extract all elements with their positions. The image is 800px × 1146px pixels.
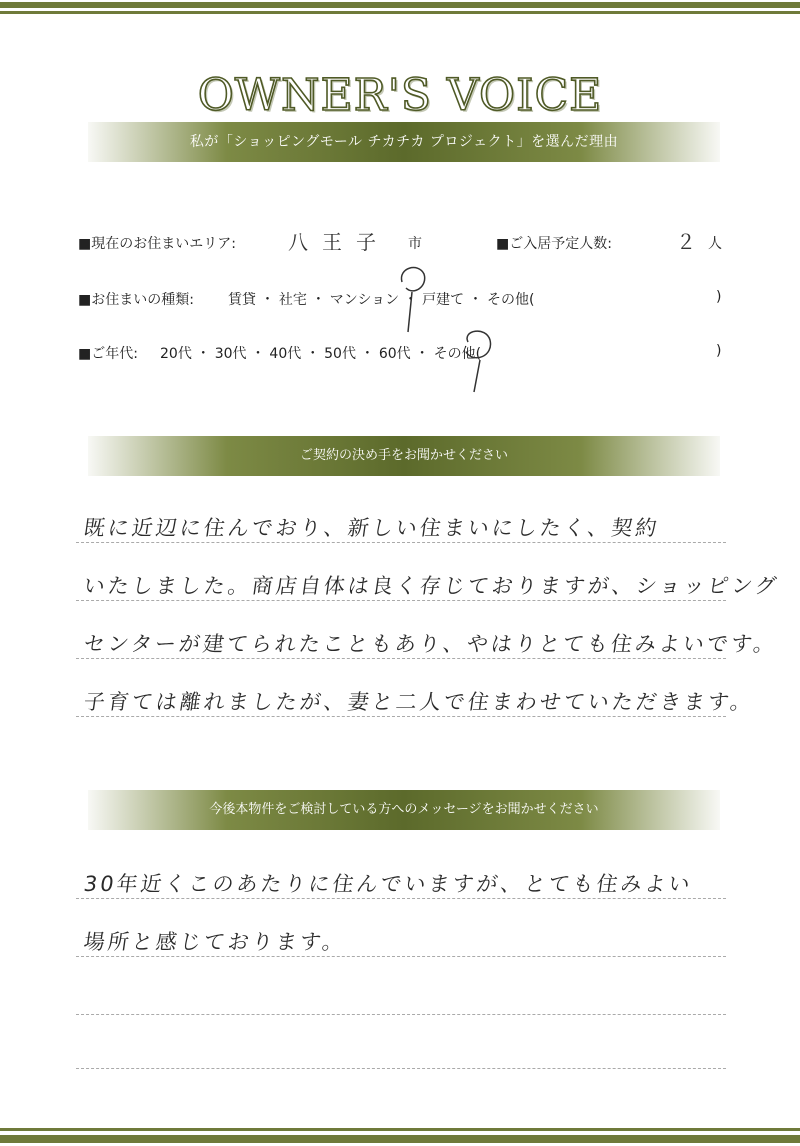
section-header-decision: ご契約の決め手をお聞かせください <box>88 436 720 476</box>
section-header-message: 今後本物件をご検討している方へのメッセージをお聞かせください <box>88 790 720 830</box>
age-label: ■ご年代: <box>78 346 138 362</box>
answer-decision <box>76 490 781 730</box>
bottom-border <box>0 1126 800 1146</box>
people-unit: 人 <box>708 236 722 252</box>
answer-line: 場所と感じております。 <box>82 930 348 954</box>
answer-line: いたしました。商店自体は良く存じておりますが、ショッピング <box>82 574 781 598</box>
ruled-line <box>76 1014 726 1015</box>
area-value: 八王子 <box>288 230 390 254</box>
ruled-line <box>76 1068 726 1069</box>
ruled-line <box>76 898 726 899</box>
ruled-line <box>76 542 726 543</box>
housing-options: 賃貸 ・ 社宅 ・ マンション ・ 戸建て ・ その他( <box>228 292 535 308</box>
answer-message <box>76 846 726 1076</box>
answer-line: 30年近くこのあたりに住んでいますが、とても住みよい <box>82 872 695 896</box>
ruled-line <box>76 600 726 601</box>
area-unit: 市 <box>408 236 422 252</box>
ruled-line <box>76 716 726 717</box>
housing-label: ■お住まいの種類: <box>78 292 194 308</box>
answer-line: 子育ては離れましたが、妻と二人で住まわせていただきます。 <box>82 690 756 714</box>
handwritten-circle-marks <box>0 0 800 420</box>
housing-close: ) <box>716 289 722 305</box>
age-options: 20代 ・ 30代 ・ 40代 ・ 50代 ・ 60代 ・ その他( <box>160 346 482 362</box>
people-label: ■ご入居予定人数: <box>496 236 612 252</box>
answer-line: センターが建てられたこともあり、やはりとても住みよいです。 <box>82 632 780 656</box>
ruled-line <box>76 658 726 659</box>
ruled-line <box>76 956 726 957</box>
people-value: ２ <box>676 230 696 254</box>
page-title: OWNER'S VOICE <box>197 70 603 121</box>
age-close: ) <box>716 343 722 359</box>
area-label: ■現在のお住まいエリア: <box>78 236 236 252</box>
section-header-reason: 私が「ショッピングモール チカチカ プロジェクト」を選んだ理由 <box>88 122 720 162</box>
answer-line: 既に近辺に住んでおり、新しい住まいにしたく、契約 <box>82 516 662 540</box>
